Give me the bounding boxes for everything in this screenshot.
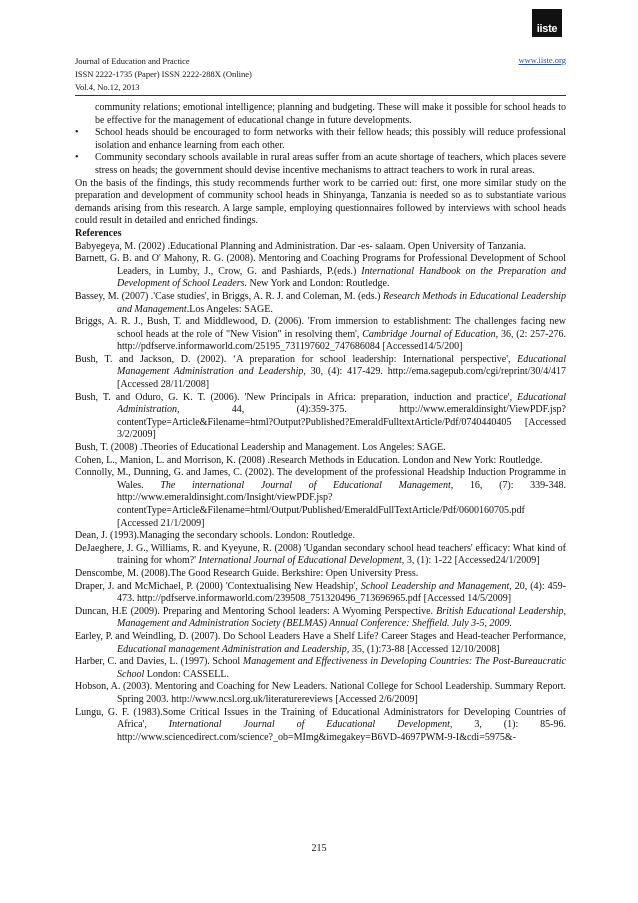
- reference-entry: [75, 442, 566, 455]
- bullet-item: [75, 152, 566, 177]
- volume-line: Vol.4, No.12, 2013: [75, 82, 140, 92]
- reference-entry: [75, 253, 566, 291]
- reference-text: New York and London: Routledge.: [246, 278, 390, 290]
- bullet-text: Community secondary schools available in rural areas suffer from an acute shortage of teachers, which places severe stress on heads; the government should devise incentive mechanisms to attract teachers to work in rural areas.: [95, 152, 566, 176]
- reference-entry: [75, 467, 566, 530]
- reference-italic-title: The international Journal of Educational Management,: [160, 479, 454, 491]
- reference-text: Lungu, G. F. (1983).Some Critical Issues in the Training of Educational Administrators for Developing Countries of Africa',: [75, 706, 566, 731]
- reference-italic-title: International Handbook on the Preparation and Development of School Leaders.: [117, 265, 566, 290]
- reference-italic-title: Educational Administration,: [117, 391, 566, 416]
- reference-text: 3, (1): 85-96. http://www.sciencedirect.com/science?_ob=MImg&imegakey=B6VD-4697PWM-9-I&cdi=5975&-: [117, 719, 567, 743]
- reference-italic-title: International Journal of Educational Development,: [198, 555, 405, 567]
- reference-entry: [75, 392, 566, 442]
- header-rule: [75, 95, 566, 96]
- reference-entry: [75, 291, 566, 316]
- reference-text: 30, (4): 417-429. http://ema.sagepub.com/cgi/reprint/30/4/417 [Accessed 28/11/2008]: [117, 366, 566, 391]
- reference-italic-title: Cambridge Journal of Education,: [362, 328, 499, 340]
- bullet-icon: •: [75, 127, 79, 139]
- reference-entry: [75, 707, 566, 745]
- reference-text: Dean, J. (1993).Managing the secondary schools. London: Routledge.: [75, 530, 355, 542]
- reference-italic-title: British Educational Leadership, Management and Administration Society (BELMAS) Annual Conference: Sheffield. July 3-5, 2009.: [117, 605, 567, 630]
- page-body: [75, 102, 566, 744]
- reference-italic-title: Management and Effectiveness in Developing Countries: The Post-Bureaucratic School: [117, 656, 566, 680]
- reference-text: Cohen, L., Manion, L. and Morrison, K. (2008) .Research Methods in Education. London and New York: Routledge.: [75, 454, 543, 466]
- reference-text: Bush, T. and Oduro, G. K. T. (2006). 'New Principals in Africa: preparation, induction and practice',: [75, 391, 518, 403]
- reference-text: 16, (7): 339-348. http://www.emeraldinsight.com/Insight/viewPDF.jsp?contentType=Article&Filename=html/Output/Published/EmeraldFullTextArticle/Pdf/0600160705.pdf [Accessed 21/1/2009]: [117, 479, 566, 529]
- reference-entry: [75, 581, 566, 606]
- page-number: 215: [311, 843, 327, 854]
- reference-text: 35, (1):73-88 [Accessed 12/10/2008]: [349, 643, 500, 655]
- reference-entry: [75, 543, 566, 568]
- issn-line: ISSN 2222-1735 (Paper) ISSN 2222-288X (Online): [75, 69, 252, 79]
- reference-text: Earley, P. and Weindling, D. (2007). Do School Leaders Have a Shelf Life? Career Stages and Head-teacher Performance,: [75, 630, 566, 642]
- reference-text: Bush, T. (2008) .Theories of Educational Leadership and Management. Los Angeles: SAGE.: [75, 442, 446, 454]
- reference-entry: [75, 354, 566, 392]
- reference-text: Bush, T. and Jackson, D. (2002). ‘A preparation for school leadership: International perspective',: [75, 353, 518, 365]
- reference-text: Babyegeya, M. (2002) .Educational Planning and Administration. Dar -es- salaam. Open University of Tanzania.: [75, 240, 526, 252]
- reference-italic-title: International Journal of Educational Development,: [168, 719, 453, 731]
- reference-text: Denscombe, M. (2008).The Good Research Guide. Berkshire: Open University Press.: [75, 567, 419, 579]
- reference-text: .Los Angeles: SAGE.: [186, 303, 273, 315]
- journal-name: Journal of Education and Practice: [75, 56, 190, 66]
- bullet-text: School heads should be encouraged to form networks with their fellow heads; this possibly will reduce professional isolation and enhance learning from each other.: [95, 127, 566, 151]
- reference-entry: [75, 681, 566, 706]
- reference-entry: [75, 455, 566, 468]
- recommendation-paragraph: On the basis of the findings, this study recommends further work to be carried out: first, one more similar study on the preparation and development of community school heads in Shinyanga, Tanzania is needed so as to substantiate various demands arising from this research. A large sample, employing questionnaires followed by interviews with school heads could result in detailed and enriched findings.: [75, 177, 566, 227]
- reference-text: Connolly, M., Dunning, G. and James, C. (2002). The development of the professional Headship Induction Programme in Wales.: [75, 467, 566, 491]
- reference-italic-title: School Leadership and Management,: [360, 580, 512, 592]
- reference-entry: [75, 606, 566, 631]
- journal-url-link[interactable]: www.iiste.org: [518, 55, 566, 65]
- reference-text: 3, (1): 1-22 [Accessed24/1/2009]: [404, 555, 540, 567]
- reference-text: Hobson, A. (2003). Mentoring and Coaching for New Leaders. National College for School Leadership. Summary Report. Spring 2003. http://www.ncsl.org.uk/literaturereviews [Accessed 2/6/2009]: [75, 681, 566, 705]
- reference-list: [75, 241, 566, 745]
- reference-entry: [75, 530, 566, 543]
- bullet-icon: •: [75, 152, 79, 164]
- reference-entry: [75, 568, 566, 581]
- reference-italic-title: Research Methods in Educational Leadership and Management: [117, 290, 567, 315]
- reference-text: Draper, J. and McMichael, P. (2000) 'Contextualising New Headship',: [75, 580, 361, 592]
- reference-entry: [75, 241, 566, 254]
- reference-text: London: CASSELL.: [144, 668, 229, 680]
- iiste-logo: iiste: [532, 9, 562, 37]
- reference-text: Bassey, M. (2007) .'Case studies', in Briggs, A. R. J. and Coleman, M. (eds.): [75, 290, 383, 302]
- reference-text: Barnett, G. B. and O' Mahony, R. G. (2008). Mentoring and Coaching Programs for Professional Development of School Leaders, in Lumby, J., Crow, G. and Pashiards, P.(eds.): [75, 253, 566, 277]
- bullet-item: [75, 127, 566, 152]
- reference-text: Harber, C. and Davies, L. (1997). School: [75, 656, 243, 668]
- reference-entry: [75, 631, 566, 656]
- reference-text: Duncan, H.E (2009). Preparing and Mentoring School leaders: A Wyoming Perspective.: [75, 605, 437, 617]
- reference-text: 44, (4):359-375. http://www.emeraldinsight/ViewPDF.jsp?contentType=Article&Filename=html?Output?Published?EmeraldFulltextArticle/Pdf/0740440405 [Accessed 3/2/2009]: [117, 404, 566, 441]
- reference-text: 36, (2: 257-276. http://pdfserve.informaworld.com/25195_731197602_747686084 [Accessed14/5/200]: [117, 328, 566, 353]
- reference-text: DeJaeghere, J. G., Williams, R. and Kyeyune, R. (2008) 'Ugandan secondary school head teachers' efficacy: What kind of training for whom?': [75, 542, 566, 567]
- reference-entry: [75, 316, 566, 354]
- reference-italic-title: Educational management Administration and Leadership,: [117, 643, 350, 655]
- reference-text: 20, (4): 459-473. http://pdfserve.informaworld.com/239508_751320496_713696965.pdf [Accessed 14/5/2009]: [117, 580, 566, 605]
- reference-text: Briggs, A. R. J., Bush, T. and Middlewood, D. (2006). 'From immersion to establishment: The challenges facing new school heads at the role of "New Vision" in resolving them',: [75, 316, 566, 340]
- reference-entry: [75, 656, 566, 681]
- references-heading: References: [75, 227, 122, 239]
- reference-italic-title: Educational Management Administration and Leadership,: [117, 353, 566, 378]
- continued-bullet-text: community relations; emotional intelligence; planning and budgeting. These will make it possible for school heads to be effective for the management of educational change in future developments.: [95, 102, 566, 126]
